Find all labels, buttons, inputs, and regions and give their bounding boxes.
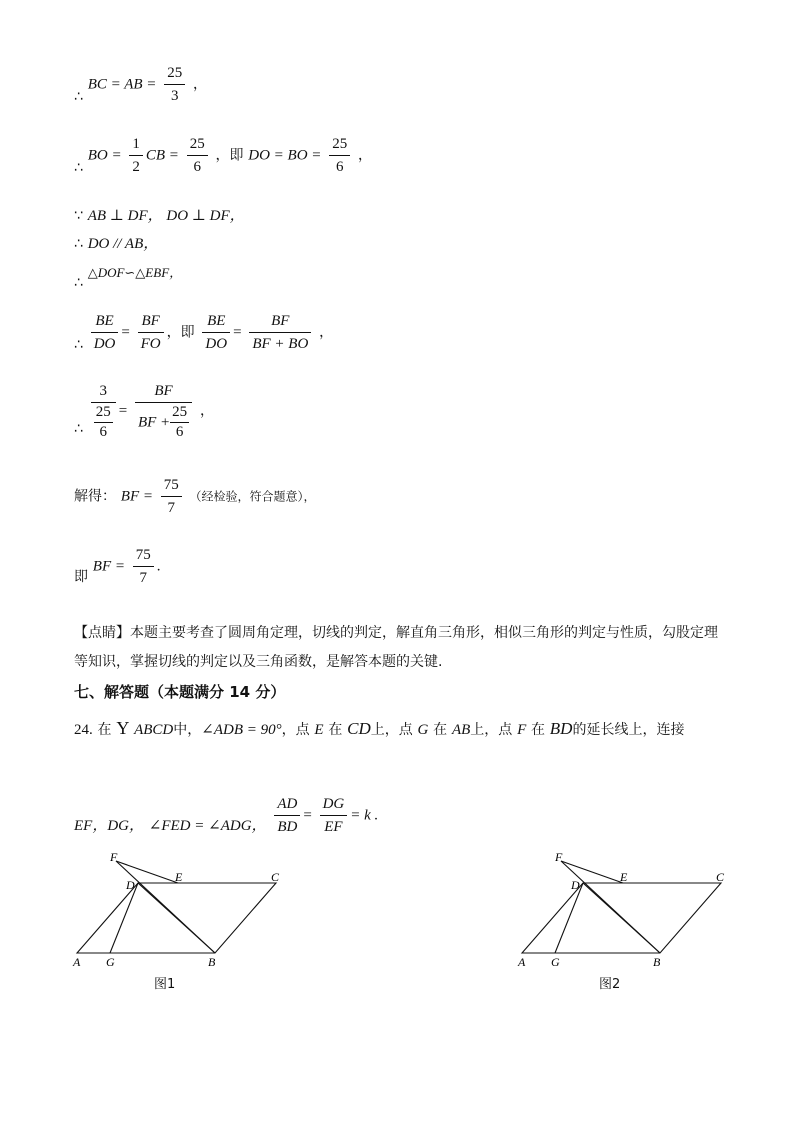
- figure-2-caption: 图2: [599, 977, 621, 992]
- section-heading: 七、解答题（本题满分 14 分）: [74, 683, 286, 701]
- solution-line-7: ∴ 3 25 6 = BF BF + $\frac{25}{6}$ ，: [74, 380, 214, 442]
- ratio-DG-EF: $\frac{DG}{EF}$: [320, 793, 348, 838]
- label-E: E: [620, 870, 628, 884]
- label-C: C: [271, 870, 280, 884]
- fraction-25-3: $\frac{25}{3}$: [164, 62, 185, 107]
- label-A: A: [73, 955, 81, 969]
- figure-1: [60, 845, 300, 995]
- solution-line-1: ∴ BC = AB = $\frac{25}{3}$ ，: [74, 62, 207, 107]
- solution-line-2: ∴ BO = $\frac{1}{2}$ CB = $\frac{25}{6}$ ，即 DO = BO = $\frac{25}{6}$ ，: [74, 133, 372, 178]
- label-C: C: [716, 870, 725, 884]
- label-G: G: [106, 955, 115, 969]
- label-B: B: [653, 955, 661, 969]
- fraction-75-7-b: $\frac{75}{7}$: [133, 544, 154, 589]
- segment-dg: [110, 883, 138, 953]
- label-A: A: [518, 955, 526, 969]
- complex-fraction-right: BF BF + $\frac{25}{6}$: [135, 380, 192, 442]
- segment-bf: [561, 861, 660, 953]
- solution-line-9: 即 BF = $\frac{75}{7}$ .: [74, 544, 161, 589]
- solution-line-5: ∴ △DOF∽△EBF，: [74, 265, 183, 291]
- figure-2-diagram: [505, 845, 745, 995]
- fraction-BF-FO: $\frac{BF}{FO}$: [138, 310, 164, 355]
- solution-line-6: ∴ $\frac{BE}{DO}$ = $\frac{BF}{FO}$ ，即 $\frac{BE}{DO}$ = $\frac{BF}{BF + BO}$ ，: [74, 310, 333, 355]
- fraction-half: $\frac{1}{2}$: [129, 133, 143, 178]
- problem-24-line-2: EF，DG， ∠FED = ∠ADG， $\frac{AD}{BD}$ = $\frac{DG}{EF}$ = k .: [74, 793, 378, 838]
- fraction-25-6-b: $\frac{25}{6}$: [329, 133, 350, 178]
- comment-line-1: 【点睛】本题主要考查了圆周角定理，切线的判定，解直角三角形，相似三角形的判定与性质，勾股定理: [74, 625, 718, 641]
- comment-tag: 【点睛】: [74, 625, 130, 641]
- ratio-AD-BD: $\frac{AD}{BD}$: [274, 793, 300, 838]
- equation-lhs: BC = AB =: [87, 76, 157, 93]
- figure-1-diagram: [60, 845, 300, 995]
- complex-fraction-left: 3 25 6: [91, 380, 116, 442]
- therefore-symbol: ∴: [74, 275, 83, 291]
- label-D: D: [571, 878, 580, 892]
- label-G: G: [551, 955, 560, 969]
- segment-dg: [555, 883, 583, 953]
- figure-2: [505, 845, 745, 995]
- fraction-BE-DO: $\frac{BE}{DO}$: [91, 310, 119, 355]
- because-symbol: ∵: [74, 208, 83, 224]
- fraction-BF-BFBO: $\frac{BF}{BF + BO}$: [249, 310, 311, 355]
- label-F: F: [555, 850, 563, 864]
- label-F: F: [110, 850, 118, 864]
- comment-line-2: 等知识，掌握切线的判定以及三角函数，是解答本题的关键.: [74, 654, 443, 670]
- segment-bf: [116, 861, 215, 953]
- label-D: D: [126, 878, 135, 892]
- fraction-25-6: $\frac{25}{6}$: [187, 133, 208, 178]
- solution-line-3: ∵ AB ⊥ DF， DO ⊥ DF，: [74, 208, 245, 224]
- therefore-symbol: ∴: [74, 336, 83, 353]
- problem-24-line-1: 24. 在 Y ABCD中，∠ADB = 90°，点 E 在 CD上，点 G 在 AB上，点 F 在 BD的延长线上，连接: [74, 718, 685, 738]
- fraction-BE-DO-b: $\frac{BE}{DO}$: [202, 310, 230, 355]
- solution-line-8: 解得： BF = $\frac{75}{7}$ （经检验，符合题意），: [74, 474, 316, 519]
- label-B: B: [208, 955, 216, 969]
- therefore-symbol: ∴: [74, 421, 83, 437]
- therefore-symbol: ∴: [74, 159, 83, 176]
- fraction-75-7: $\frac{75}{7}$: [161, 474, 182, 519]
- parallelogram-symbol: Y: [116, 718, 130, 738]
- label-E: E: [175, 870, 183, 884]
- figure-1-caption: 图1: [154, 977, 176, 992]
- therefore-symbol: ∴: [74, 88, 83, 105]
- solution-line-4: ∴ DO // AB，: [74, 236, 159, 252]
- therefore-symbol: ∴: [74, 236, 83, 252]
